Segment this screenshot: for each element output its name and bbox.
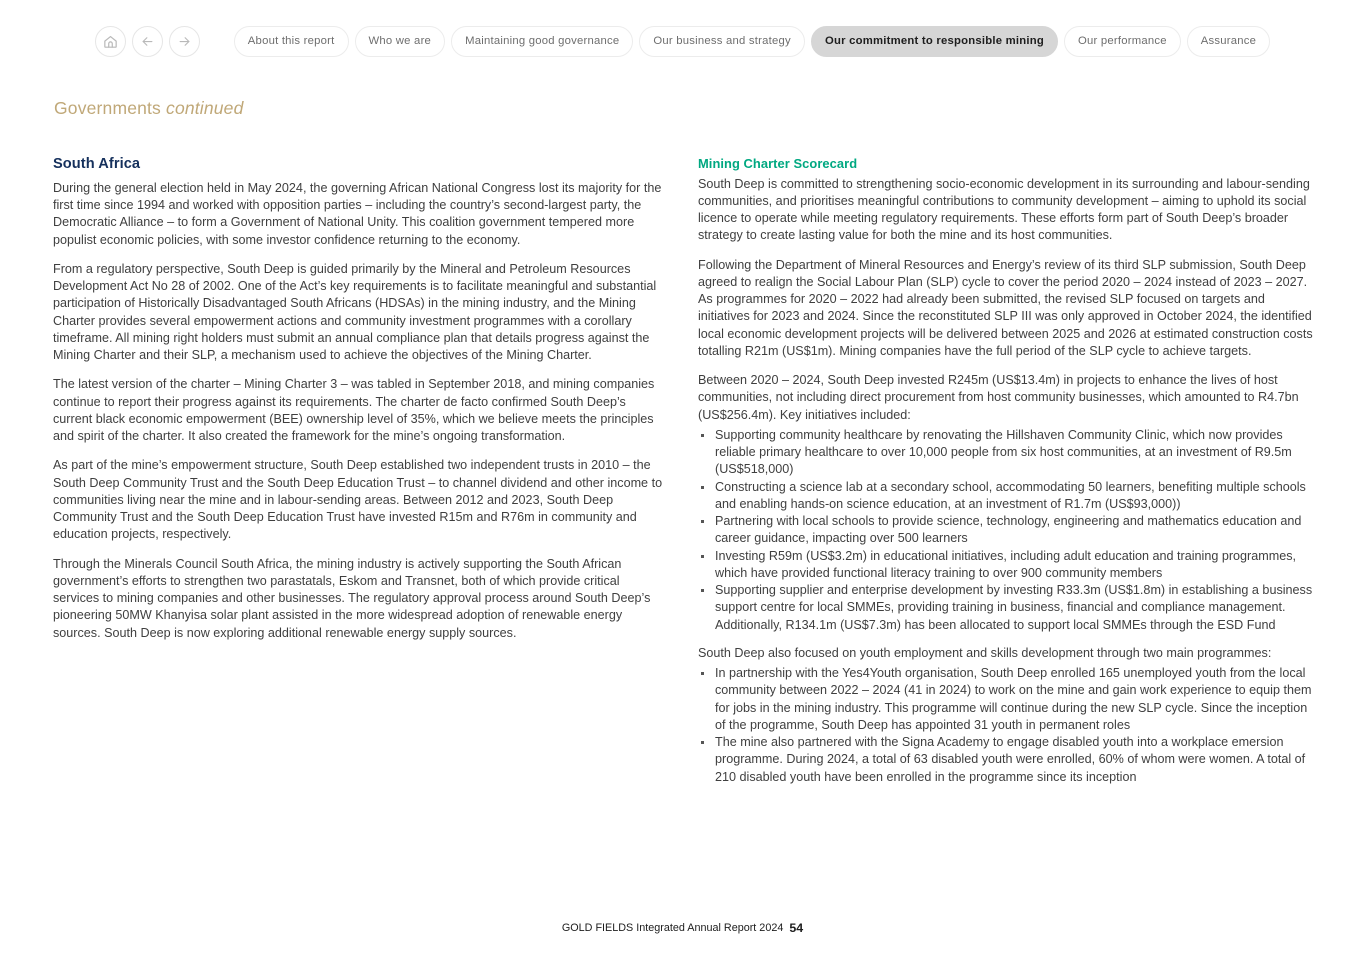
page-title-continued: continued bbox=[166, 98, 244, 118]
footer-report-title: GOLD FIELDS Integrated Annual Report 2024 bbox=[561, 922, 784, 934]
home-button[interactable] bbox=[95, 26, 126, 57]
arrow-left-icon bbox=[140, 34, 155, 49]
tab-our-performance[interactable]: Our performance bbox=[1064, 26, 1181, 57]
list-item: Partnering with local schools to provide science, technology, engineering and mathematics education and career guidance, impacting over 500 learners bbox=[698, 513, 1313, 548]
list-item: In partnership with the Yes4Youth organisation, South Deep enrolled 165 unemployed youth from the local community between 2022 – 2024 (41 in 2024) to work on the mine and gain work experience to equip them for jobs in the mining industry. This programme will continue during the new SLP cycle. Since the inception of the programme, South Deep has appointed 31 youth in permanent roles bbox=[698, 665, 1313, 734]
paragraph: Between 2020 – 2024, South Deep invested R245m (US$13.4m) in projects to enhance the lives of host communities, not including direct procurement from host community businesses, which amounted to R4.7bn (US$256.4m). Key initiatives included: bbox=[698, 373, 1299, 422]
right-column bbox=[698, 155, 1313, 797]
key-initiatives-list bbox=[698, 427, 1313, 634]
right-column-heading: Mining Charter Scorecard bbox=[698, 156, 858, 171]
arrow-right-icon bbox=[177, 34, 192, 49]
list-item: Investing R59m (US$3.2m) in educational initiatives, including adult education and training programmes, which have provided functional literacy training to over 900 community members bbox=[698, 548, 1313, 583]
youth-programmes-list bbox=[698, 665, 1313, 786]
paragraph: From a regulatory perspective, South Deep is guided primarily by the Mineral and Petroleum Resources Development Act No 28 of 2002. One of the Act’s key requirements is to facilitate meaningful and substantial participation of Historically Disadvantaged South Africans (HDSAs) in the mining industry, and the Mining Charter provides several empowerment actions and community investment programmes with a corollary timeframe. All mining right holders must submit an annual compliance plan that details progress against the Mining Charter and their SLP, a mechanism used to achieve the objectives of the Mining Charter. bbox=[53, 261, 657, 363]
list-item: Supporting supplier and enterprise development by investing R33.3m (US$1.8m) in establishing a business support centre for local SMMEs, providing training in business, financial and compliance management. Additionally, R134.1m (US$7.3m) has been allocated to support local SMMEs through the ESD Fund bbox=[698, 582, 1313, 634]
list-item: Constructing a science lab at a secondary school, accommodating 50 learners, benefiting multiple schools and enabling hands-on science education, at an investment of R1.7m (US$93,000)) bbox=[698, 479, 1313, 514]
paragraph: South Deep also focused on youth employment and skills development through two main programmes: bbox=[698, 645, 1272, 660]
page-title bbox=[54, 98, 244, 119]
tab-maintaining-good-governance[interactable]: Maintaining good governance bbox=[451, 26, 633, 57]
footer-page-number: 54 bbox=[789, 921, 804, 935]
left-column bbox=[53, 155, 668, 654]
page-footer bbox=[0, 921, 1365, 935]
tab-assurance[interactable]: Assurance bbox=[1187, 26, 1270, 57]
forward-button[interactable] bbox=[169, 26, 200, 57]
tab-about-this-report[interactable]: About this report bbox=[234, 26, 349, 57]
tab-our-commitment-to-responsible-mining[interactable]: Our commitment to responsible mining bbox=[811, 26, 1058, 57]
left-column-heading: South Africa bbox=[53, 156, 141, 172]
home-icon bbox=[102, 33, 119, 50]
tab-our-business-and-strategy[interactable]: Our business and strategy bbox=[639, 26, 805, 57]
top-navigation-bar bbox=[0, 24, 1365, 58]
paragraph: During the general election held in May 2024, the governing African National Congress lost its majority for the first time since 1994 and worked with opposition parties – including the country’s second-largest party, the Democratic Alliance – to form a Government of National Unity. This coalition government tempered more populist economic policies, with some investor confidence returning to the economy. bbox=[53, 180, 662, 247]
tab-who-we-are[interactable]: Who we are bbox=[355, 26, 446, 57]
list-item: Supporting community healthcare by renovating the Hillshaven Community Clinic, which now provides reliable primary healthcare to over 10,000 people from six host communities, at an investment of R9.5m (US$518,000) bbox=[698, 427, 1313, 479]
list-item: The mine also partnered with the Signa Academy to engage disabled youth into a workplace emersion programme. During 2024, a total of 63 disabled youth were enrolled, 60% of whom were women. A total of 210 disabled youth have been enrolled in the programme since its inception bbox=[698, 734, 1313, 786]
paragraph: As part of the mine’s empowerment structure, South Deep established two independent trusts in 2010 – the South Deep Community Trust and the South Deep Education Trust – to channel dividend and other income to communities living near the mine and in labour-sending areas. Between 2012 and 2023, South Deep Community Trust and the South Deep Education Trust have invested R15m and R76m in community and education projects, respectively. bbox=[53, 458, 663, 542]
paragraph: The latest version of the charter – Mining Charter 3 – was tabled in September 2018, and mining companies continue to report their progress against its requirements. The charter de facto confirmed South Deep’s current black economic empowerment (BEE) ownership level of 35%, which we believe meets the principles and spirit of the charter. It also created the framework for the mine’s ongoing transformation. bbox=[53, 377, 655, 444]
paragraph: South Deep is committed to strengthening socio-economic development in its surrounding and labour-sending communities, and prioritises meaningful contributions to community development – aiming to uphold its social licence to operate while meeting regulatory requirements. These efforts form part of South Deep’s broader strategy to create lasting value for both the mine and its host communities. bbox=[698, 176, 1310, 243]
paragraph: Following the Department of Mineral Resources and Energy’s review of its third SLP submission, South Deep agreed to realign the Social Labour Plan (SLP) cycle to cover the period 2020 – 2024 instead of 2023 – 2027. As programmes for 2020 – 2022 had already been submitted, the revised SLP focused on targets and initiatives for 2023 and 2024. Since the reconstituted SLP III was only approved in October 2024, the identified local economic development projects will be delivered between 2025 and 2026 at estimated construction costs totalling R21m (US$1m). Mining companies have the full period of the SLP cycle to achieve targets. bbox=[698, 257, 1313, 358]
page-title-text: Governments bbox=[54, 98, 161, 118]
paragraph: Through the Minerals Council South Africa, the mining industry is actively supporting the South African government’s efforts to strengthen two parastatals, Eskom and Transnet, both of which provide critical services to mining companies and other businesses. The regulatory approval process around South Deep’s pioneering 50MW Khanyisa solar plant assisted in the more widespread adoption of renewable energy sources. South Deep is now exploring additional renewable energy supply sources. bbox=[53, 556, 651, 640]
back-button[interactable] bbox=[132, 26, 163, 57]
